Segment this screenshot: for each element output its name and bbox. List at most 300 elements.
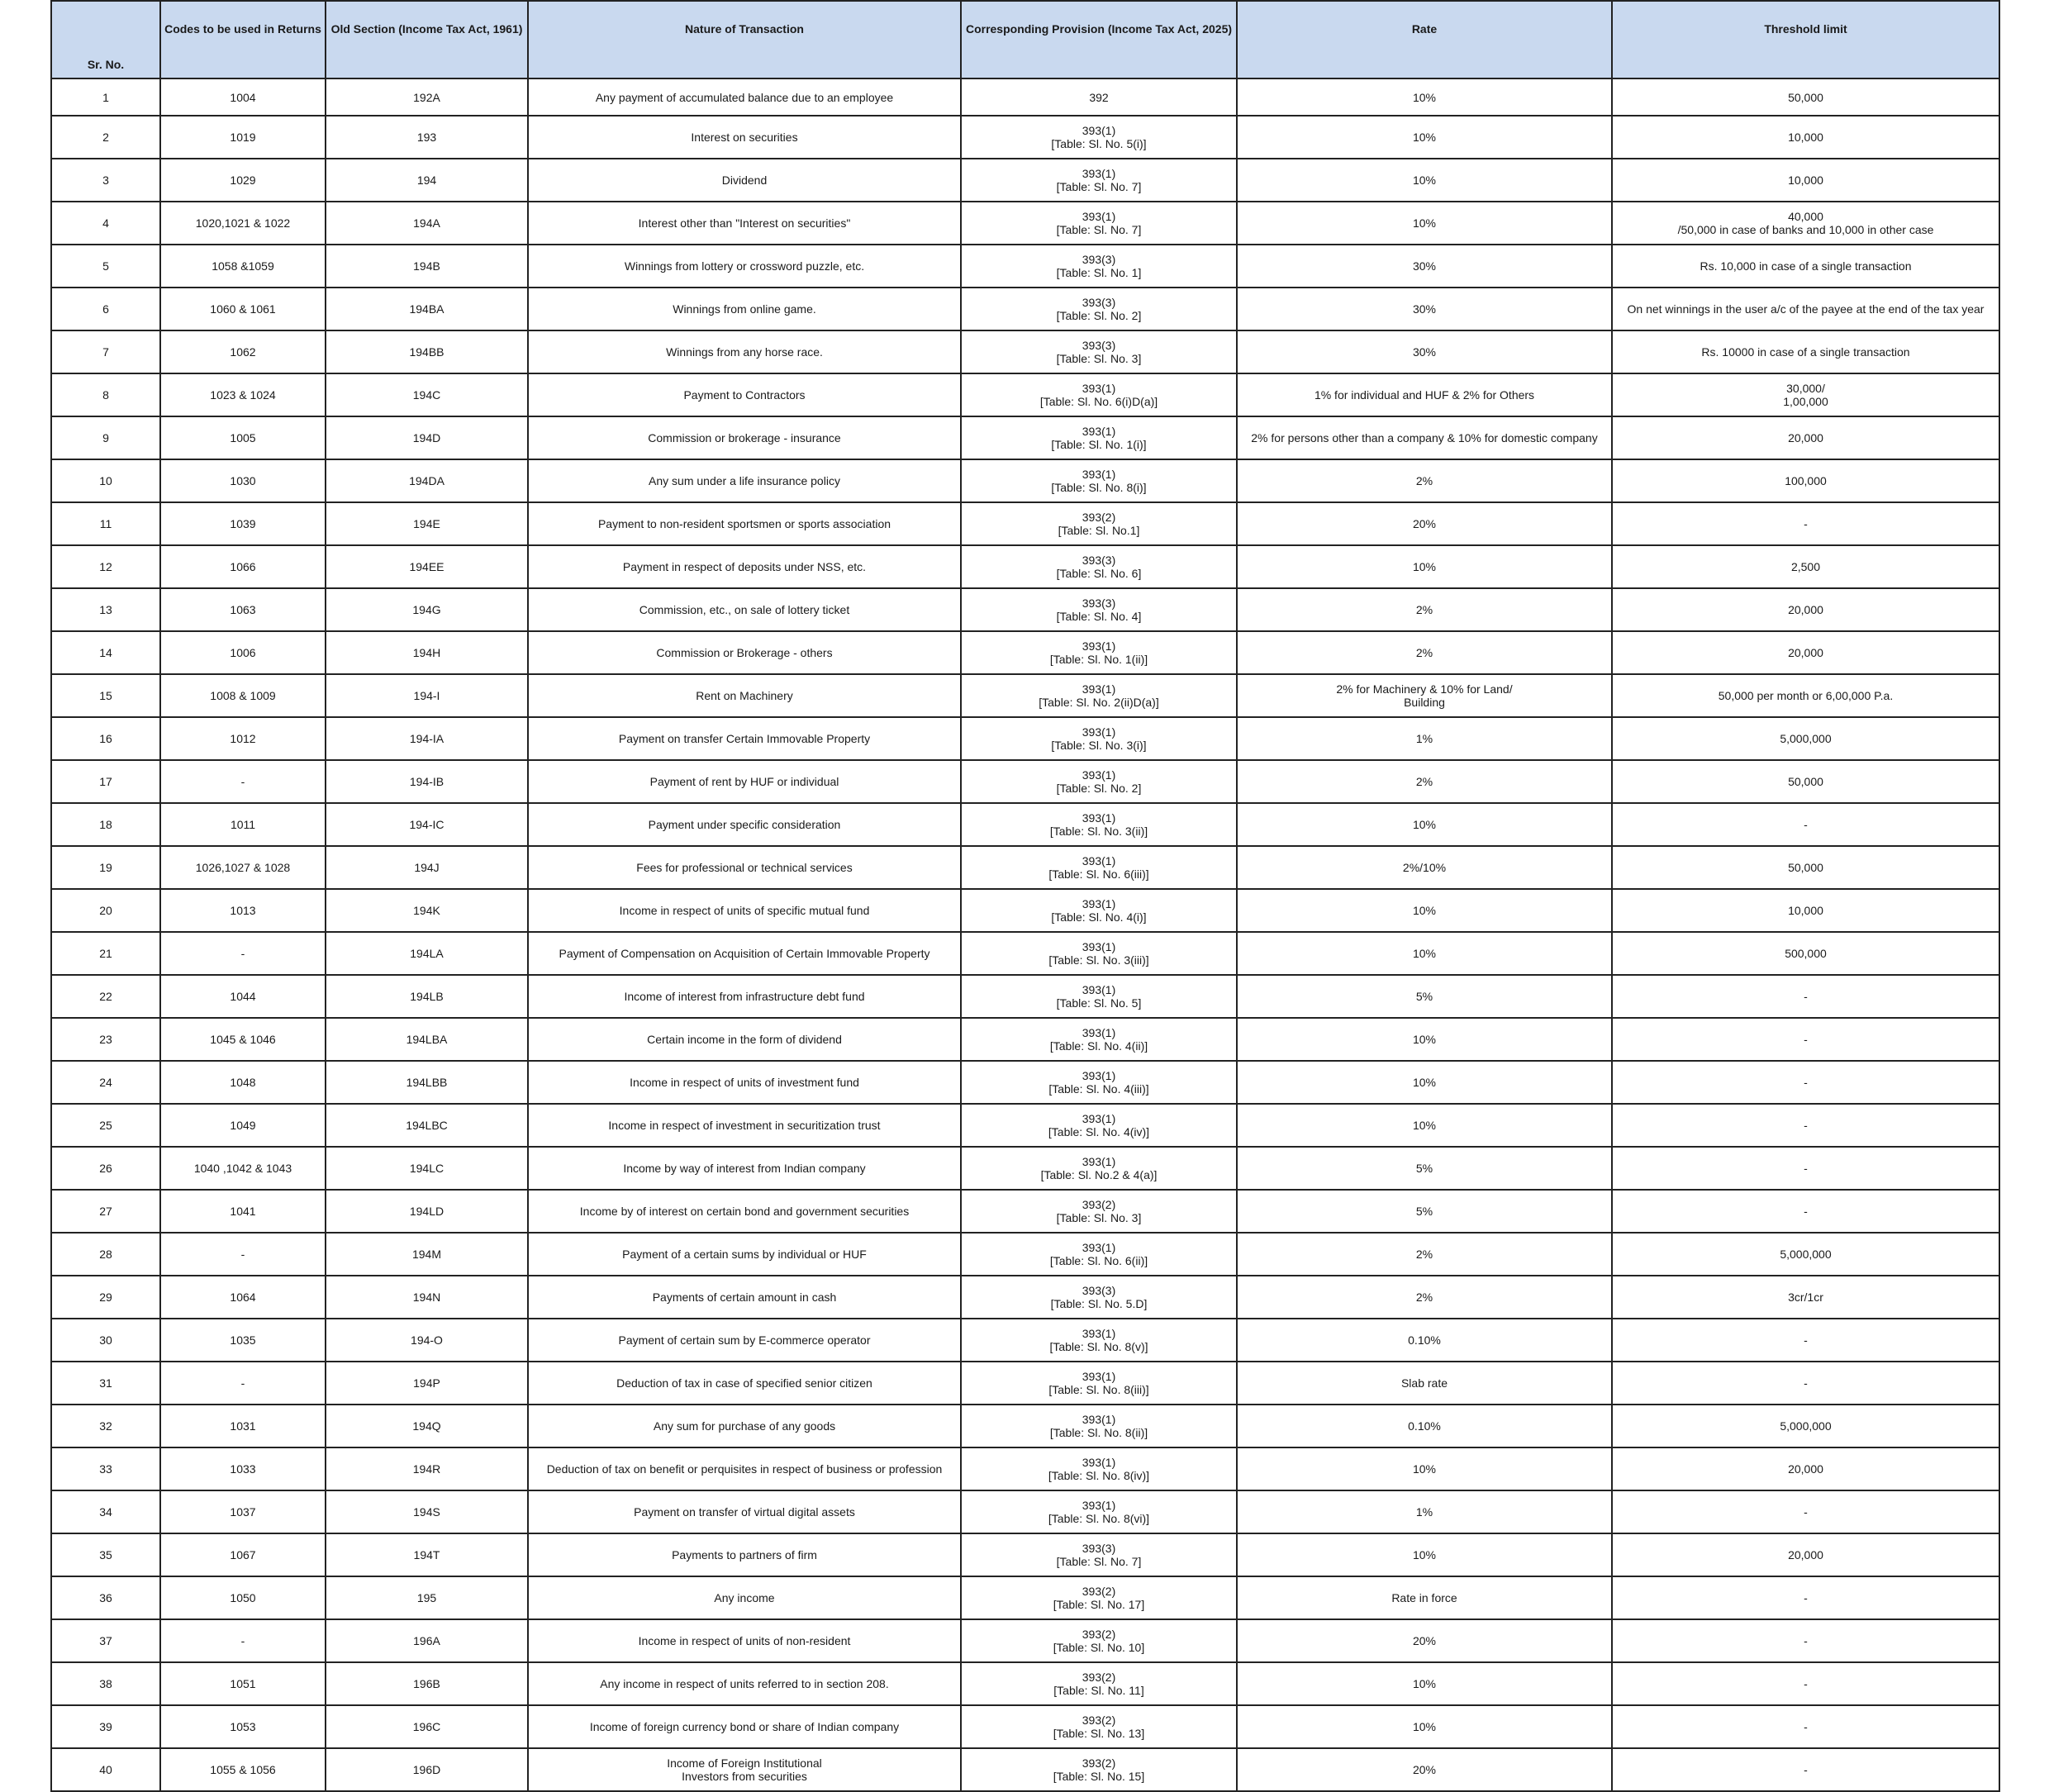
cell-provision-text: 393(3) [1082, 554, 1116, 567]
tds-rate-table-sheet [50, 0, 1999, 1792]
cell-code-text: 1066 [230, 560, 256, 573]
cell-nature [528, 1576, 961, 1619]
cell-provision-text-line2: [Table: Sl. No. 5.D] [1050, 1297, 1148, 1310]
cell-old-section [326, 889, 528, 932]
cell-threshold-text: - [1804, 1205, 1808, 1218]
cell-threshold [1612, 803, 1999, 846]
cell-provision [961, 1104, 1237, 1147]
header-sr-no: Sr. No. [51, 1, 160, 78]
cell-threshold-text: 5,000,000 [1780, 732, 1832, 745]
cell-code [160, 1018, 326, 1061]
cell-sr-no [51, 288, 160, 330]
cell-sr-no-text: 20 [99, 904, 112, 917]
cell-threshold [1612, 1576, 1999, 1619]
cell-code [160, 975, 326, 1018]
table-row [51, 545, 1999, 588]
cell-nature [528, 975, 961, 1018]
cell-nature-text-line2: Investors from securities [682, 1770, 807, 1783]
table-row [51, 846, 1999, 889]
cell-nature-text: Income by way of interest from Indian company [623, 1162, 866, 1175]
cell-provision-text-line2: [Table: Sl. No. 8(vi)] [1048, 1512, 1150, 1525]
cell-old-section-text: 194A [413, 216, 440, 230]
cell-threshold-text: - [1804, 1505, 1808, 1519]
cell-nature [528, 932, 961, 975]
cell-threshold [1612, 1662, 1999, 1705]
cell-threshold-text: 20,000 [1788, 1462, 1823, 1476]
cell-sr-no-text: 34 [99, 1505, 112, 1519]
cell-nature [528, 459, 961, 502]
cell-provision [961, 416, 1237, 459]
cell-rate-text: 20% [1412, 1634, 1437, 1647]
cell-threshold [1612, 159, 1999, 202]
cell-code [160, 1061, 326, 1104]
cell-old-section-text: 194LBC [406, 1119, 448, 1132]
cell-provision-text: 393(1) [1082, 1155, 1116, 1168]
cell-sr-no [51, 1104, 160, 1147]
cell-old-section [326, 1147, 528, 1190]
cell-provision-text-line2: [Table: Sl. No. 6(i)D(a)] [1039, 395, 1158, 408]
cell-provision-text-line2: [Table: Sl. No. 1(ii)] [1049, 653, 1148, 666]
cell-provision [961, 116, 1237, 159]
cell-nature [528, 1362, 961, 1405]
cell-threshold [1612, 1533, 1999, 1576]
cell-nature-text: Deduction of tax on benefit or perquisites in respect of business or profession [546, 1462, 943, 1476]
cell-nature [528, 288, 961, 330]
table-row [51, 1748, 1999, 1791]
cell-old-section [326, 545, 528, 588]
cell-provision-text: 393(1) [1082, 940, 1116, 953]
cell-sr-no [51, 760, 160, 803]
cell-threshold [1612, 631, 1999, 674]
cell-old-section-text: 194-I [413, 689, 440, 702]
cell-nature [528, 159, 961, 202]
cell-provision-text: 393(3) [1082, 1542, 1116, 1555]
cell-sr-no [51, 1147, 160, 1190]
cell-sr-no-text: 19 [99, 861, 112, 874]
cell-rate [1237, 1490, 1612, 1533]
cell-rate-text: 10% [1412, 1119, 1437, 1132]
cell-sr-no-text: 18 [99, 818, 112, 831]
cell-sr-no-text: 33 [99, 1462, 112, 1476]
cell-rate [1237, 1533, 1612, 1576]
cell-sr-no-text: 3 [102, 173, 109, 187]
cell-old-section-text: 194 [416, 173, 437, 187]
cell-rate [1237, 330, 1612, 373]
cell-threshold-text: 50,000 per month or 6,00,000 P.a. [1718, 689, 1894, 702]
cell-threshold [1612, 1104, 1999, 1147]
table-row [51, 245, 1999, 288]
table-row [51, 1533, 1999, 1576]
cell-code [160, 760, 326, 803]
cell-code-text: 1058 &1059 [212, 259, 274, 273]
cell-code [160, 1619, 326, 1662]
cell-threshold [1612, 202, 1999, 245]
cell-provision [961, 545, 1237, 588]
cell-threshold-text-line2: /50,000 in case of banks and 10,000 in other case [1677, 223, 1934, 236]
cell-provision [961, 1190, 1237, 1233]
cell-old-section-text: 194EE [409, 560, 445, 573]
cell-rate-text: 2% for Machinery & 10% for Land/ [1336, 682, 1513, 696]
cell-code [160, 1748, 326, 1791]
cell-nature [528, 588, 961, 631]
cell-code-text: 1019 [230, 131, 256, 144]
cell-nature-text: Payment on transfer Certain Immovable Property [618, 732, 871, 745]
cell-rate-text: 1% [1415, 732, 1433, 745]
cell-sr-no-text: 12 [99, 560, 112, 573]
cell-nature [528, 78, 961, 116]
table-row [51, 975, 1999, 1018]
cell-old-section-text: 194BB [409, 345, 445, 359]
cell-provision-text: 393(1) [1082, 1499, 1116, 1512]
table-row [51, 1233, 1999, 1276]
table-row [51, 116, 1999, 159]
cell-threshold-text: - [1804, 818, 1808, 831]
cell-old-section-text: 194BA [409, 302, 445, 316]
cell-old-section [326, 1190, 528, 1233]
cell-sr-no [51, 330, 160, 373]
cell-nature [528, 1190, 961, 1233]
cell-code [160, 1447, 326, 1490]
cell-sr-no-text: 37 [99, 1634, 112, 1647]
cell-old-section [326, 1104, 528, 1147]
cell-old-section [326, 202, 528, 245]
cell-sr-no-text: 8 [102, 388, 109, 402]
cell-code [160, 1576, 326, 1619]
cell-nature-text: Any income in respect of units referred to in section 208. [600, 1677, 889, 1690]
cell-threshold [1612, 1061, 1999, 1104]
cell-threshold-text: - [1804, 1162, 1808, 1175]
table-body [51, 78, 1999, 1791]
cell-sr-no-text: 36 [99, 1591, 112, 1604]
cell-threshold [1612, 1748, 1999, 1791]
cell-code-text: 1062 [230, 345, 256, 359]
cell-old-section-text: 196D [412, 1763, 441, 1776]
cell-provision-text-line2: [Table: Sl. No. 4(iv)] [1048, 1125, 1150, 1138]
cell-nature [528, 717, 961, 760]
cell-threshold-text: - [1804, 1591, 1808, 1604]
cell-old-section-text: 194K [413, 904, 440, 917]
cell-rate-text: 0.10% [1408, 1419, 1441, 1433]
cell-threshold-text: 3cr/1cr [1788, 1291, 1823, 1304]
cell-rate [1237, 674, 1612, 717]
cell-provision [961, 1147, 1237, 1190]
cell-code-text: 1033 [230, 1462, 256, 1476]
cell-provision-text-line2: [Table: Sl. No. 4(i)] [1051, 910, 1147, 924]
cell-old-section [326, 932, 528, 975]
cell-code [160, 846, 326, 889]
cell-rate-text: 10% [1412, 904, 1437, 917]
cell-sr-no-text: 21 [99, 947, 112, 960]
cell-provision-text-line2: [Table: Sl. No. 5(i)] [1051, 137, 1147, 150]
cell-provision [961, 1362, 1237, 1405]
cell-threshold-text: 50,000 [1788, 861, 1823, 874]
table-row [51, 1490, 1999, 1533]
cell-old-section [326, 1533, 528, 1576]
header-nature: Nature of Transaction [528, 1, 961, 78]
cell-provision-text: 393(1) [1082, 682, 1116, 696]
cell-rate [1237, 1018, 1612, 1061]
cell-threshold [1612, 1447, 1999, 1490]
cell-rate-text: 30% [1412, 302, 1437, 316]
cell-old-section-text: 194LC [409, 1162, 445, 1175]
cell-provision-text-line2: [Table: Sl. No. 3] [1056, 352, 1142, 365]
cell-provision-text: 393(1) [1082, 167, 1116, 180]
cell-sr-no-text: 25 [99, 1119, 112, 1132]
cell-code-text: 1006 [230, 646, 256, 659]
cell-provision [961, 674, 1237, 717]
table-row [51, 1276, 1999, 1319]
cell-threshold-text: 50,000 [1788, 775, 1823, 788]
cell-code [160, 245, 326, 288]
cell-provision-text-line2: [Table: Sl. No. 2] [1056, 782, 1142, 795]
cell-old-section-text: 194M [411, 1248, 442, 1261]
table-row [51, 674, 1999, 717]
table-row [51, 760, 1999, 803]
cell-old-section [326, 631, 528, 674]
cell-threshold-text: - [1804, 990, 1808, 1003]
cell-nature [528, 889, 961, 932]
cell-threshold-text: - [1804, 1720, 1808, 1733]
cell-rate-text: 2% [1415, 646, 1433, 659]
cell-old-section-text: 195 [416, 1591, 437, 1604]
cell-provision-text-line2: [Table: Sl. No. 2(ii)D(a)] [1039, 696, 1159, 709]
cell-old-section [326, 330, 528, 373]
cell-code [160, 1705, 326, 1748]
cell-code [160, 1362, 326, 1405]
cell-provision-text-line2: [Table: Sl. No. 11] [1053, 1684, 1144, 1697]
cell-sr-no [51, 975, 160, 1018]
cell-sr-no-text: 23 [99, 1033, 112, 1046]
cell-provision [961, 330, 1237, 373]
cell-sr-no-text: 5 [102, 259, 109, 273]
cell-rate [1237, 202, 1612, 245]
cell-code-text: 1051 [230, 1677, 256, 1690]
cell-nature-text: Winnings from any horse race. [666, 345, 823, 359]
cell-threshold-text: - [1804, 1033, 1808, 1046]
cell-code [160, 803, 326, 846]
cell-threshold-text: 20,000 [1788, 646, 1823, 659]
cell-nature [528, 1018, 961, 1061]
cell-provision [961, 1447, 1237, 1490]
cell-old-section-text: 194LBA [406, 1033, 448, 1046]
cell-nature [528, 1147, 961, 1190]
cell-code [160, 1319, 326, 1362]
cell-sr-no [51, 1190, 160, 1233]
cell-old-section-text: 194DA [409, 474, 445, 487]
cell-threshold-text: - [1804, 1634, 1808, 1647]
cell-sr-no-text: 17 [99, 775, 112, 788]
cell-rate [1237, 545, 1612, 588]
cell-rate-text: 10% [1412, 1076, 1437, 1089]
cell-threshold [1612, 889, 1999, 932]
cell-threshold-text: 500,000 [1785, 947, 1827, 960]
cell-provision [961, 288, 1237, 330]
cell-provision-text-line2: [Table: Sl. No. 1] [1056, 266, 1142, 279]
cell-rate-text: 5% [1415, 990, 1433, 1003]
cell-code [160, 78, 326, 116]
cell-threshold [1612, 1619, 1999, 1662]
cell-old-section [326, 1362, 528, 1405]
cell-sr-no [51, 1362, 160, 1405]
cell-rate [1237, 846, 1612, 889]
cell-code-text: - [240, 947, 245, 960]
table-row [51, 803, 1999, 846]
cell-provision [961, 932, 1237, 975]
cell-nature-text: Payments to partners of firm [672, 1548, 817, 1561]
cell-old-section [326, 846, 528, 889]
cell-old-section [326, 1061, 528, 1104]
table-row [51, 502, 1999, 545]
cell-rate [1237, 1319, 1612, 1362]
cell-sr-no-text: 38 [99, 1677, 112, 1690]
cell-sr-no [51, 502, 160, 545]
cell-threshold-text: 20,000 [1788, 1548, 1823, 1561]
cell-rate [1237, 760, 1612, 803]
cell-threshold-text: - [1804, 1763, 1808, 1776]
cell-sr-no [51, 1705, 160, 1748]
cell-old-section-text: 194LB [410, 990, 444, 1003]
cell-code [160, 932, 326, 975]
cell-rate-text: 10% [1412, 1548, 1437, 1561]
cell-code-text: 1055 & 1056 [210, 1763, 276, 1776]
cell-rate-text: 5% [1415, 1162, 1433, 1175]
cell-provision-text-line2: [Table: Sl. No. 8(ii)] [1049, 1426, 1148, 1439]
cell-nature-text: Payment in respect of deposits under NSS, etc. [622, 560, 867, 573]
cell-threshold [1612, 760, 1999, 803]
cell-rate [1237, 1748, 1612, 1791]
cell-old-section [326, 1576, 528, 1619]
cell-provision-text-line2: [Table: Sl. No. 4] [1056, 610, 1142, 623]
cell-nature-text: Commission or Brokerage - others [656, 646, 833, 659]
cell-sr-no [51, 1490, 160, 1533]
cell-threshold [1612, 975, 1999, 1018]
cell-sr-no-text: 15 [99, 689, 112, 702]
cell-threshold [1612, 1147, 1999, 1190]
cell-sr-no-text: 7 [102, 345, 109, 359]
cell-old-section-text: 196C [412, 1720, 441, 1733]
cell-provision [961, 1662, 1237, 1705]
cell-nature [528, 1233, 961, 1276]
cell-provision-text: 393(1) [1082, 1026, 1116, 1039]
cell-old-section-text: 194P [413, 1376, 440, 1390]
cell-sr-no [51, 674, 160, 717]
cell-provision-text: 393(1) [1082, 1112, 1116, 1125]
cell-rate-text: 10% [1412, 818, 1437, 831]
cell-nature-text: Income of foreign currency bond or share of Indian company [589, 1720, 900, 1733]
cell-threshold [1612, 288, 1999, 330]
cell-code-text: 1060 & 1061 [210, 302, 276, 316]
cell-code-text: 1041 [230, 1205, 256, 1218]
table-row [51, 1190, 1999, 1233]
cell-nature [528, 245, 961, 288]
cell-nature [528, 373, 961, 416]
cell-old-section [326, 116, 528, 159]
cell-nature-text: Deduction of tax in case of specified senior citizen [616, 1376, 872, 1390]
cell-provision-text: 393(2) [1082, 1671, 1116, 1684]
cell-sr-no [51, 545, 160, 588]
cell-old-section-text: 193 [416, 131, 437, 144]
cell-old-section-text: 194T [413, 1548, 440, 1561]
table-row [51, 459, 1999, 502]
cell-rate [1237, 717, 1612, 760]
cell-sr-no-text: 14 [99, 646, 112, 659]
cell-code [160, 588, 326, 631]
cell-nature [528, 202, 961, 245]
cell-provision [961, 1276, 1237, 1319]
cell-nature-text: Commission, etc., on sale of lottery ticket [639, 603, 850, 616]
cell-rate [1237, 373, 1612, 416]
cell-code-text: 1050 [230, 1591, 256, 1604]
cell-code [160, 159, 326, 202]
cell-rate [1237, 588, 1612, 631]
cell-sr-no [51, 1018, 160, 1061]
cell-code [160, 1662, 326, 1705]
cell-provision [961, 373, 1237, 416]
cell-provision-text-line2: [Table: Sl. No. 4(ii)] [1049, 1039, 1148, 1053]
cell-threshold-text: 10,000 [1788, 173, 1823, 187]
cell-provision-text-line2: [Table: Sl. No. 8(iii)] [1048, 1383, 1149, 1396]
table-row [51, 373, 1999, 416]
cell-nature [528, 1061, 961, 1104]
cell-sr-no-text: 24 [99, 1076, 112, 1089]
cell-rate-text: 10% [1412, 947, 1437, 960]
cell-code-text: 1049 [230, 1119, 256, 1132]
cell-old-section-text: 194-IC [409, 818, 445, 831]
cell-threshold [1612, 116, 1999, 159]
cell-old-section [326, 1748, 528, 1791]
cell-code-text: 1064 [230, 1291, 256, 1304]
cell-nature-text: Rent on Machinery [696, 689, 793, 702]
cell-nature-text: Dividend [721, 173, 768, 187]
cell-sr-no-text: 2 [102, 131, 109, 144]
cell-nature [528, 1705, 961, 1748]
cell-nature [528, 1319, 961, 1362]
cell-rate [1237, 116, 1612, 159]
cell-provision-text: 393(1) [1082, 983, 1116, 996]
cell-provision-text: 393(2) [1082, 1714, 1116, 1727]
cell-rate-text: 30% [1412, 259, 1437, 273]
cell-sr-no [51, 1619, 160, 1662]
cell-old-section [326, 1447, 528, 1490]
cell-nature [528, 545, 961, 588]
cell-rate-text: 20% [1412, 1763, 1437, 1776]
cell-rate [1237, 1576, 1612, 1619]
cell-provision-text: 393(2) [1082, 1198, 1116, 1211]
cell-provision-text: 393(2) [1082, 1628, 1116, 1641]
cell-rate [1237, 975, 1612, 1018]
cell-sr-no [51, 202, 160, 245]
table-row [51, 1705, 1999, 1748]
cell-threshold-text-line2: 1,00,000 [1783, 395, 1828, 408]
cell-threshold [1612, 588, 1999, 631]
cell-nature [528, 1490, 961, 1533]
cell-code-text: 1011 [230, 818, 256, 831]
cell-code [160, 288, 326, 330]
cell-threshold [1612, 502, 1999, 545]
cell-provision [961, 1405, 1237, 1447]
header-row [51, 1, 1999, 78]
cell-sr-no [51, 1276, 160, 1319]
cell-threshold [1612, 1018, 1999, 1061]
cell-sr-no [51, 889, 160, 932]
table-row [51, 1018, 1999, 1061]
cell-code [160, 674, 326, 717]
cell-nature-text: Payment of a certain sums by individual or HUF [622, 1248, 867, 1261]
cell-rate [1237, 1276, 1612, 1319]
cell-sr-no [51, 932, 160, 975]
header-threshold: Threshold limit [1612, 1, 1999, 78]
cell-sr-no-text: 10 [99, 474, 112, 487]
